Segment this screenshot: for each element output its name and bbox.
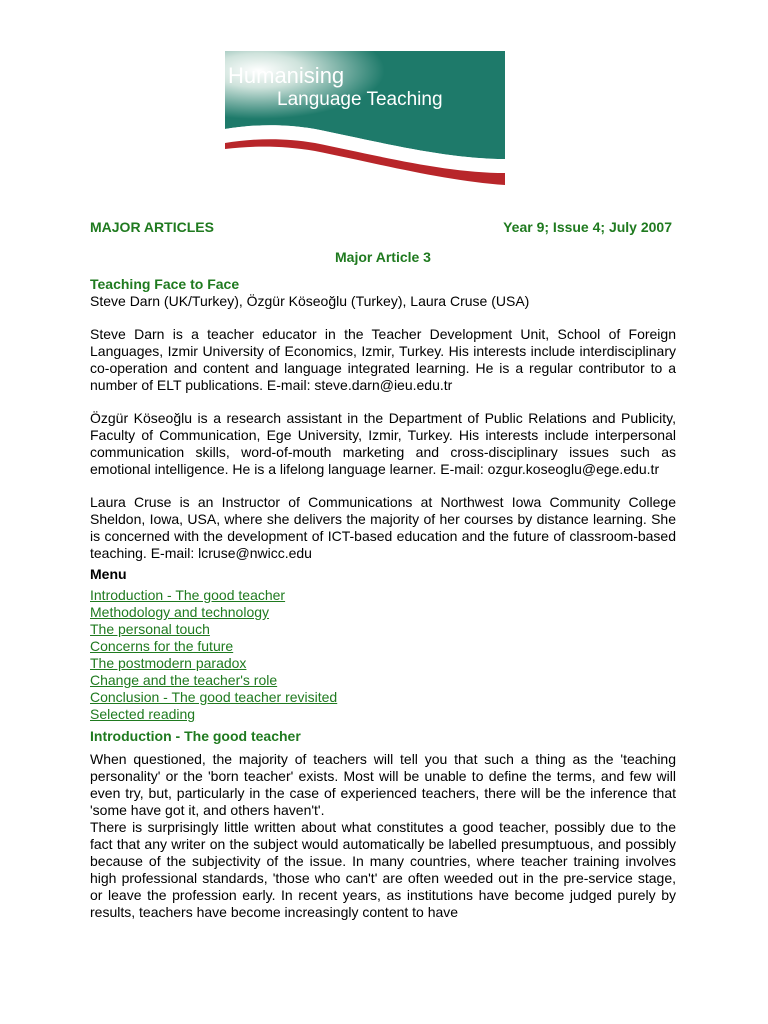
menu-item <box>90 621 676 638</box>
menu-link-personal-touch[interactable]: The personal touch <box>90 621 210 637</box>
menu-link-introduction[interactable]: Introduction - The good teacher <box>90 587 286 603</box>
article-number: Major Article 3 <box>335 249 431 265</box>
author-bio: Laura Cruse is an Instructor of Communications at Northwest Iowa Community College Sheldon, Iowa, USA, where she delivers the majority of her courses by distance learning. She is concerned with the development of ICT-based education and the future of classroom-based teaching. E-mail: lcruse@nwicc.edu <box>90 494 676 561</box>
article-title: Teaching Face to Face <box>90 276 240 292</box>
issue-header <box>90 219 676 237</box>
logo-text-line1: Humanising <box>228 63 345 88</box>
menu-link-concerns[interactable]: Concerns for the future <box>90 638 234 654</box>
menu-list <box>90 587 676 723</box>
article-body <box>90 276 676 921</box>
menu-item <box>90 689 676 706</box>
menu-link-methodology[interactable]: Methodology and technology <box>90 604 270 620</box>
section-heading: Introduction - The good teacher <box>90 728 301 744</box>
logo-banner <box>225 51 505 186</box>
author-bio: Steve Darn is a teacher educator in the Teacher Development Unit, School of Foreign Languages, Izmir University of Economics, Izmir, Turkey. His interests include interdisciplinary co-operation and content and language integrated learning. He is a regular contributor to a number of ELT publications. E-mail: steve.darn@ieu.edu.tr <box>90 326 676 393</box>
author-bio: Özgür Köseoğlu is a research assistant in the Department of Public Relations and Publicity, Faculty of Communication, Ege University, Izmir, Turkey. His interests include interpersonal communication skills, word-of-mouth marketing and cross-disciplinary issues such as emotional intelligence. He is a lifelong language learner. E-mail: ozgur.koseoglu@ege.edu.tr <box>90 410 676 477</box>
menu-link-conclusion[interactable]: Conclusion - The good teacher revisited <box>90 689 338 705</box>
logo-text-line2: Language Teaching <box>277 89 443 110</box>
menu-item <box>90 638 676 655</box>
menu-item <box>90 587 676 604</box>
menu-link-selected-reading[interactable]: Selected reading <box>90 706 196 722</box>
article-authors: Steve Darn (UK/Turkey), Özgür Köseoğlu (Turkey), Laura Cruse (USA) <box>90 293 530 309</box>
body-paragraph: When questioned, the majority of teachers will tell you that such a thing as the 'teaching personality' or the 'born teacher' exists. Most will be unable to define the terms, and few will even try, but, particularly in the case of experienced teachers, there will be the inference that 'some have got it, and others haven't'. <box>90 751 676 818</box>
menu-link-postmodern[interactable]: The postmodern paradox <box>90 655 247 671</box>
menu-title: Menu <box>90 566 127 582</box>
menu-item <box>90 672 676 689</box>
menu-link-change-role[interactable]: Change and the teacher's role <box>90 672 278 688</box>
section-label: MAJOR ARTICLES <box>90 219 214 235</box>
menu-item <box>90 604 676 621</box>
menu-item <box>90 655 676 672</box>
body-paragraph: There is surprisingly little written about what constitutes a good teacher, possibly due to the fact that any writer on the subject would automatically be labelled presumptuous, and possibly because of the subjectivity of the issue. In many countries, where teacher training involves high professional standards, 'those who can't' are often weeded out in the pre-service stage, or leave the profession early. In recent years, as institutions have become judged purely by results, teachers have become increasingly content to have <box>90 819 676 920</box>
issue-label: Year 9; Issue 4; July 2007 <box>503 219 672 235</box>
menu-item <box>90 706 676 723</box>
